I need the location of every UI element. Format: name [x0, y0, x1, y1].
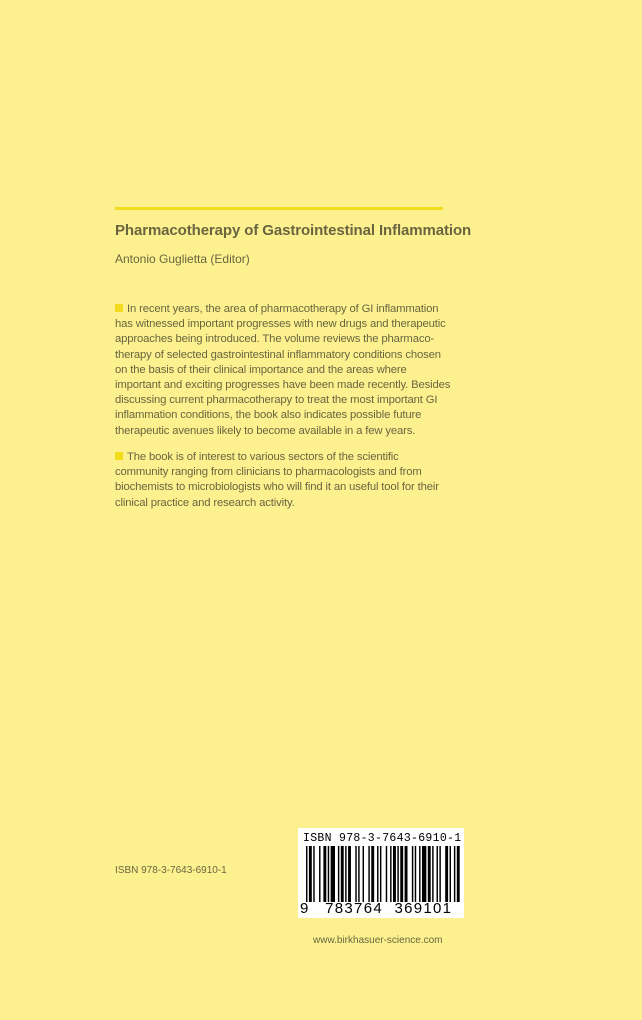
paragraph-line: inflammation conditions, the book also indicates possible future	[115, 409, 422, 422]
barcode-bar	[319, 846, 320, 902]
description-paragraph-2	[115, 450, 450, 511]
barcode-bar	[386, 846, 387, 902]
barcode-bar	[313, 846, 314, 902]
barcode-bar	[363, 846, 364, 902]
barcode-bar	[454, 846, 455, 902]
barcode-bar	[422, 846, 426, 902]
barcode-bar	[309, 846, 312, 902]
barcode-bar	[437, 846, 438, 902]
barcode-isbn-label: ISBN 978-3-7643-6910-1	[303, 832, 462, 845]
barcode-digits-left: 783764	[325, 900, 383, 917]
barcode-digits	[300, 900, 462, 917]
barcode-bar	[306, 846, 307, 902]
barcode-bar	[341, 846, 344, 902]
barcode-bar	[323, 846, 326, 902]
barcode-bar	[380, 846, 381, 902]
paragraph-line: on the basis of their clinical importance and the areas where	[115, 363, 407, 376]
paragraph-line: important and exciting progresses have been made recently. Besides	[115, 379, 451, 392]
paragraph-line: therapy of selected gastrointestinal inflammatory conditions chosen	[115, 348, 441, 361]
barcode-bar	[405, 846, 408, 902]
book-editor: Antonio Guglietta (Editor)	[115, 252, 250, 266]
barcode-bar	[428, 846, 431, 902]
barcode-bar	[457, 846, 460, 902]
barcode-bar	[358, 846, 359, 902]
barcode-bar	[390, 846, 391, 902]
bullet-square-icon	[115, 304, 123, 312]
barcode-bar	[338, 846, 339, 902]
barcode-bar	[432, 846, 433, 902]
barcode-bar	[397, 846, 398, 902]
barcode-bar	[393, 846, 396, 902]
barcode-bar	[412, 846, 413, 902]
paragraph-line: therapeutic avenues likely to become available in a few years.	[115, 424, 416, 437]
barcode-bar	[345, 846, 346, 902]
barcode-bar	[331, 846, 335, 902]
barcode-bar	[415, 846, 416, 902]
paragraph-line: discussing current pharmacotherapy to treat the most important GI	[115, 394, 438, 407]
barcode-bar	[419, 846, 420, 902]
barcode-bar	[371, 846, 374, 902]
isbn-barcode	[298, 828, 464, 918]
description-paragraph-1	[115, 302, 450, 439]
barcode-bar	[450, 846, 451, 902]
barcode-bar	[400, 846, 403, 902]
paragraph-line: community ranging from clinicians to pharmacologists and from	[115, 466, 422, 479]
paragraph-line: In recent years, the area of pharmacotherapy of GI inflammation	[115, 302, 450, 317]
paragraph-line: The book is of interest to various sectors of the scientific	[115, 450, 450, 465]
barcode-digit-prefix: 9	[300, 900, 310, 917]
paragraph-line: approaches being introduced. The volume reviews the pharmaco-	[115, 333, 435, 346]
isbn-text: ISBN 978-3-7643-6910-1	[115, 865, 227, 876]
barcode-bar	[355, 846, 356, 902]
publisher-website: www.birkhasuer-science.com	[313, 935, 443, 946]
paragraph-line: biochemists to microbiologists who will find it an useful tool for their	[115, 481, 439, 494]
barcode-bar	[377, 846, 378, 902]
barcode-bar	[348, 846, 351, 902]
barcode-bar	[445, 846, 448, 902]
barcode-bar	[368, 846, 369, 902]
paragraph-line: has witnessed important progresses with new drugs and therapeutic	[115, 318, 446, 331]
paragraph-line: clinical practice and research activity.	[115, 496, 295, 509]
title-rule	[115, 207, 443, 210]
barcode-bar	[439, 846, 440, 902]
bullet-square-icon	[115, 452, 123, 460]
book-title: Pharmacotherapy of Gastrointestinal Inflammation	[115, 222, 472, 239]
barcode-digits-right: 369101	[394, 900, 453, 917]
barcode-bar	[328, 846, 329, 902]
